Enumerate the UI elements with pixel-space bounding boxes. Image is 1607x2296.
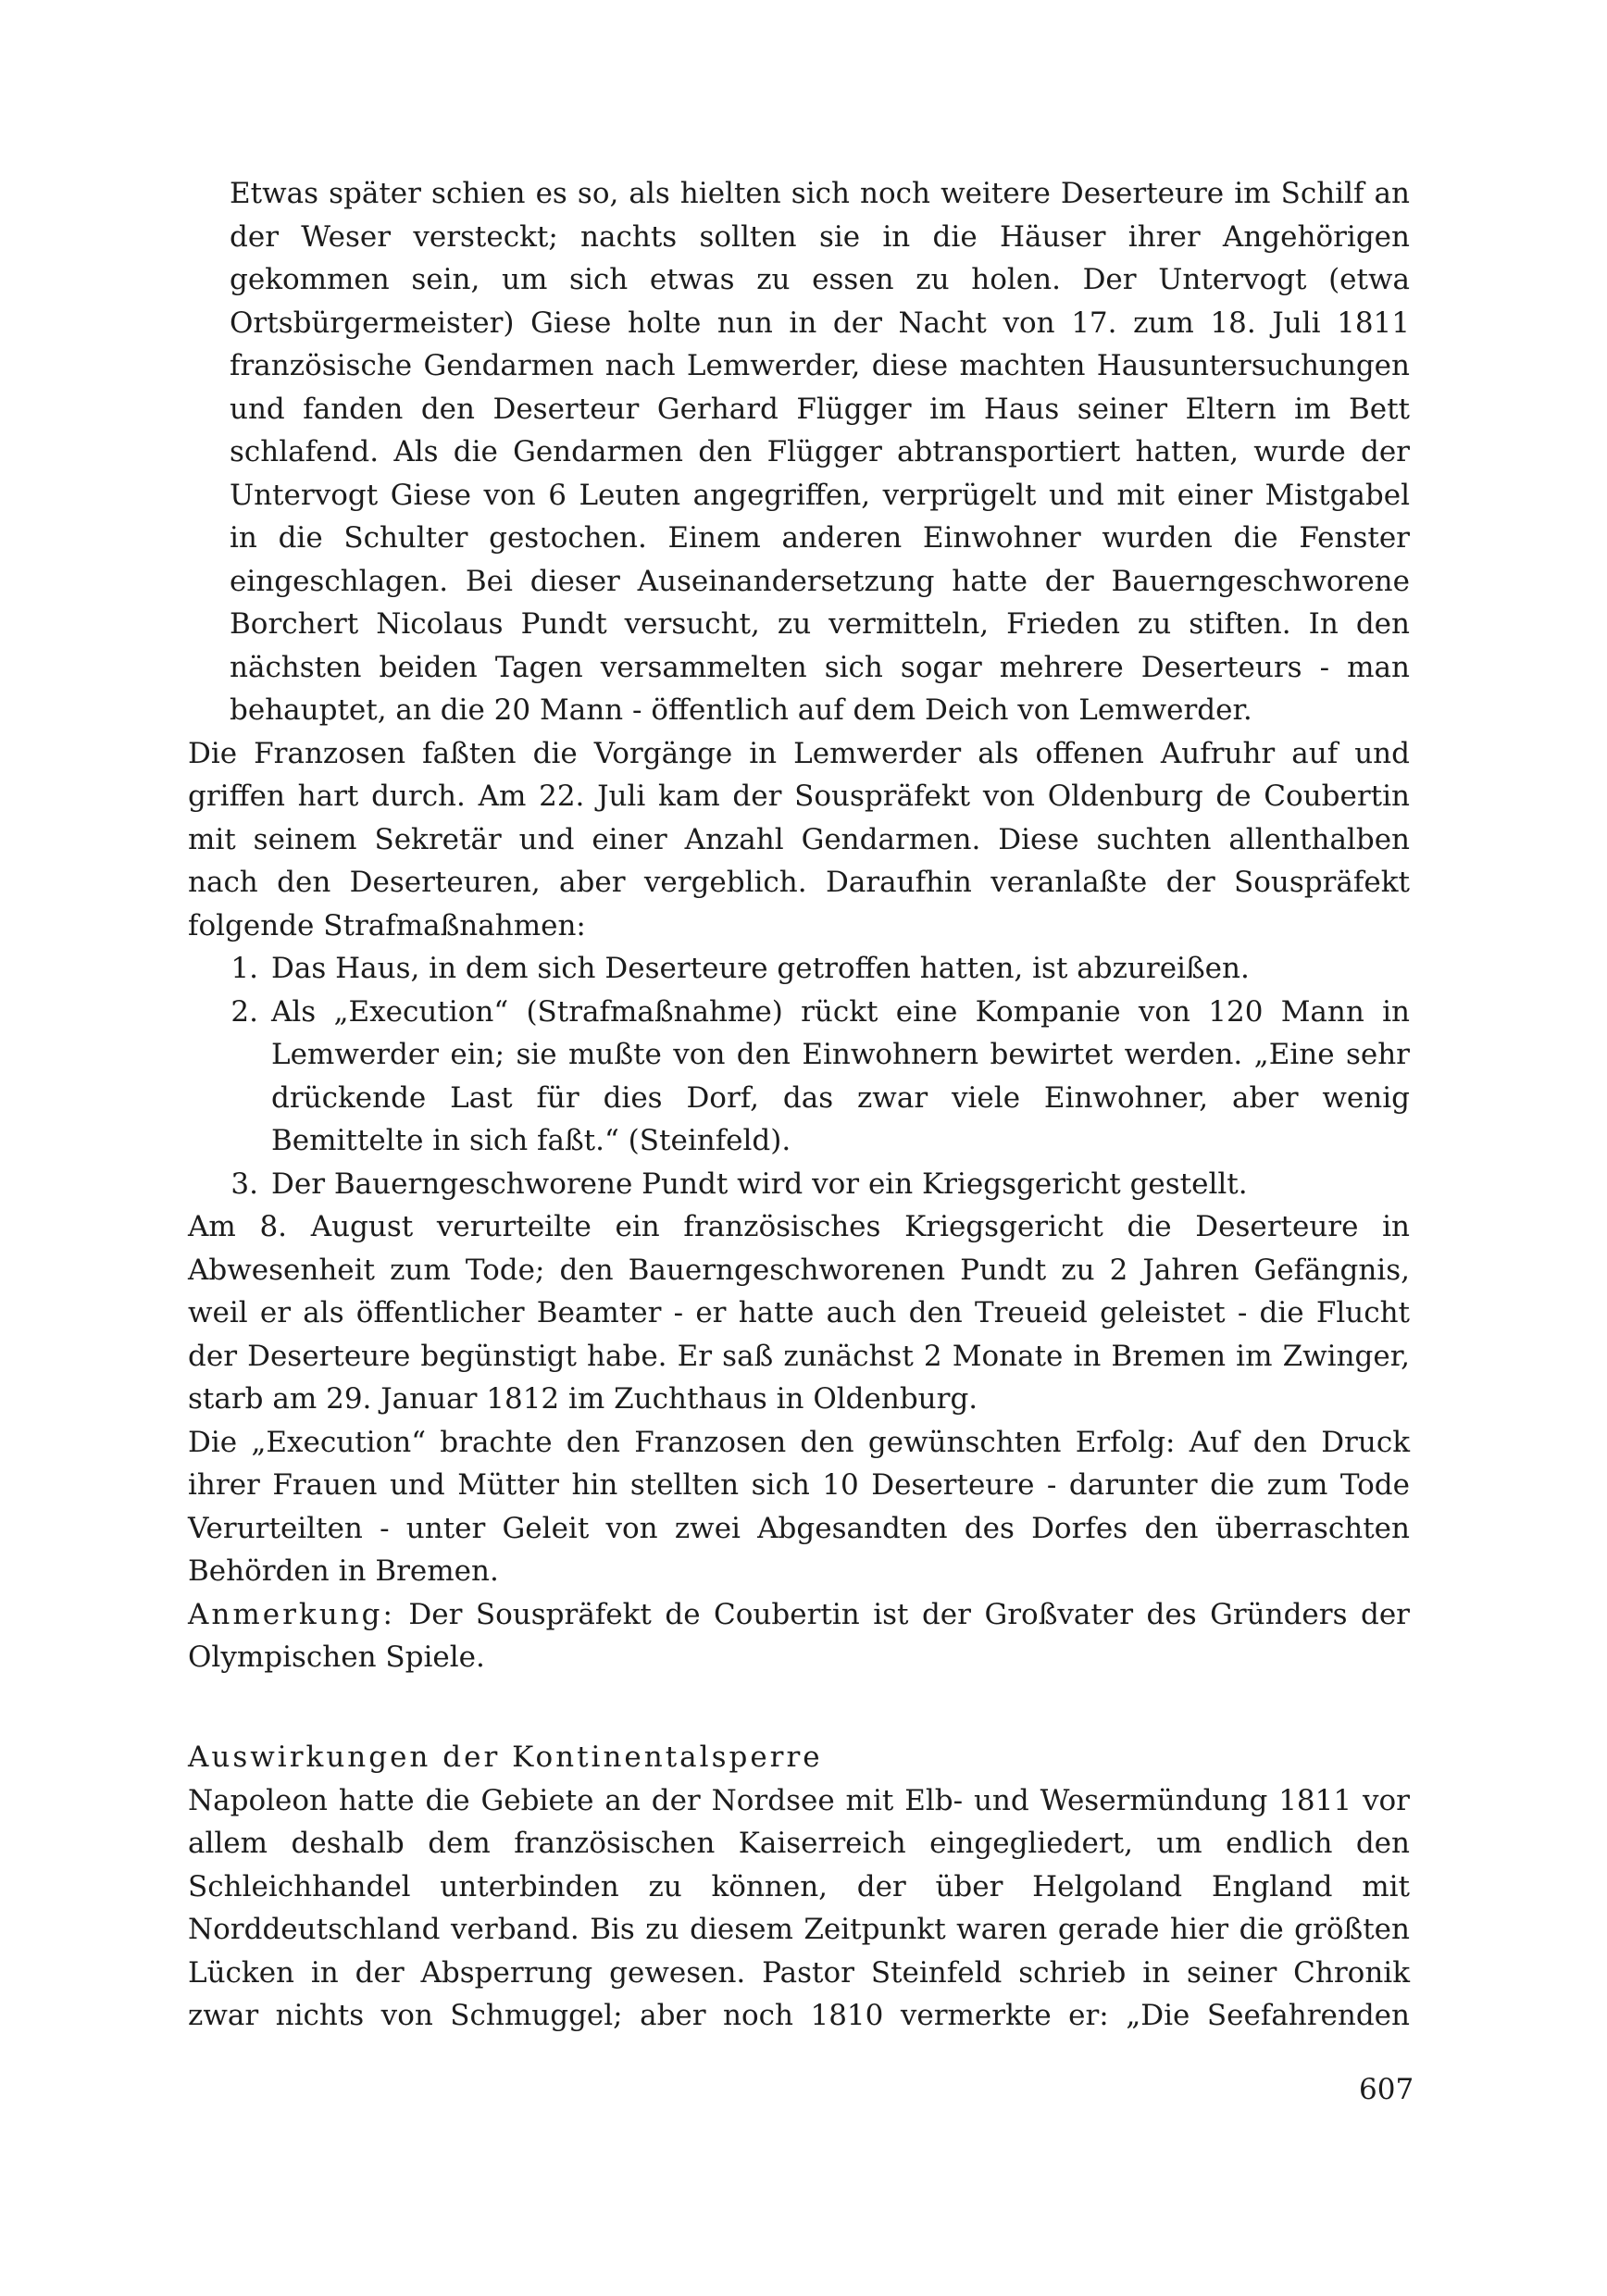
paragraph-napoleon: Napoleon hatte die Gebiete an der Nordsee mit Elb- und Wesermündung 1811 vor allem deshalb dem französischen Kaiserreich eingegliedert, um endlich den Schleichhandel unterbinden zu können, der über Helgoland England mit Norddeutschland verband. Bis zu diesem Zeitpunkt waren gerade hier die größten Lücken in der Absperrung gewesen. Pastor Steinfeld schrieb in seiner Chronik zwar nichts von Schmuggel; aber noch 1810 vermerkte er: „Die Seefahrenden bbox=[188, 1783, 1410, 2032]
list-item-text: Der Bauerngeschworene Pundt wird vor ein Kriegsgericht gestellt. bbox=[271, 1167, 1248, 1201]
main-text-block bbox=[188, 172, 1410, 1679]
list-item-number: 2. bbox=[230, 994, 258, 1029]
paragraph-french-reaction: Die Franzosen faßten die Vorgänge in Lemwerder als offenen Aufruhr auf und griffen hart durch. Am 22. Juli kam der Souspräfekt von Oldenburg de Coubertin mit seinem Sekretär und einer Anzahl Gendarmen. Diese suchten allenthalben nach den Deserteuren, aber vergeblich. Daraufhin veranlaßte der Souspräfekt folgende Strafmaßnahmen: bbox=[188, 736, 1410, 942]
list-item-number: 3. bbox=[230, 1167, 258, 1201]
list-item bbox=[188, 1163, 1410, 1206]
note-label: Anmerkung: bbox=[188, 1597, 395, 1631]
note-paragraph bbox=[188, 1593, 1410, 1679]
paragraph-court-verdict: Am 8. August verurteilte ein französisches Kriegsgericht die Deserteure in Abwesenheit zum Tode; den Bauerngeschworenen Pundt zu 2 Jahren Gefängnis, weil er als öffentlicher Beamter - er hatte auch den Treueid geleistet - die Flucht der Deserteure begünstigt habe. Er saß zunächst 2 Monate in Bremen im Zwinger, starb am 29. Januar 1812 im Zuchthaus in Oldenburg. bbox=[188, 1210, 1410, 1416]
list-item-text: Das Haus, in dem sich Deserteure getroffen hatten, ist abzureißen. bbox=[271, 952, 1250, 985]
paragraph-execution-result: Die „Execution“ brachte den Franzosen den gewünschten Erfolg: Auf den Druck ihrer Frauen und Mütter hin stellten sich 10 Deserteure - darunter die zum Tode Verurteilten - unter Geleit von zwei Abgesandten des Dorfes den überraschten Behörden in Bremen. bbox=[188, 1425, 1410, 1588]
list-item-text: Als „Execution“ (Strafmaßnahme) rückt eine Kompanie von 120 Mann in Lemwerder ein; sie mußte von den Einwohnern bewirtet werden. „Eine sehr drückende Last für dies Dorf, das zwar viele Einwohner, aber wenig Bemittelte in sich faßt.“ (Steinfeld). bbox=[271, 994, 1410, 1157]
section-heading: Auswirkungen der Kontinentalsperre bbox=[188, 1741, 823, 1774]
penalty-list bbox=[188, 947, 1410, 1205]
section-continental-system bbox=[188, 1736, 1410, 2038]
list-item bbox=[188, 947, 1410, 991]
list-item-number: 1. bbox=[230, 952, 258, 985]
list-item bbox=[188, 991, 1410, 1163]
paragraph-deserters-search: Etwas später schien es so, als hielten sich noch weitere Deserteure im Schilf an der Weser versteckt; nachts sollten sie in die Häuser ihrer Angehörigen gekommen sein, um sich etwas zu essen zu holen. Der Untervogt (etwa Ortsbürgermeister) Giese holte nun in der Nacht von 17. zum 18. Juli 1811 französische Gendarmen nach Lemwerder, diese machten Hausuntersuchungen und fanden den Deserteur Gerhard Flügger im Haus seiner Eltern im Bett schlafend. Als die Gendarmen den Flügger abtransportiert hatten, wurde der Untervogt Giese von 6 Leuten angegriffen, verprügelt und mit einer Mistgabel in die Schulter gestochen. Einem anderen Einwohner wurden die Fenster eingeschlagen. Bei dieser Auseinandersetzung hatte der Bauerngeschworene Borchert Nicolaus Pundt versucht, zu vermitteln, Frieden zu stiften. In den nächsten beiden Tagen versammelten sich sogar mehrere Deserteurs - man behauptet, an die 20 Mann - öffentlich auf dem Deich von Lemwerder. bbox=[230, 177, 1410, 727]
note-text: Der Souspräfekt de Coubertin ist der Großvater des Gründers der Olympischen Spiele. bbox=[188, 1597, 1410, 1674]
page-number: 607 bbox=[1359, 2073, 1414, 2106]
